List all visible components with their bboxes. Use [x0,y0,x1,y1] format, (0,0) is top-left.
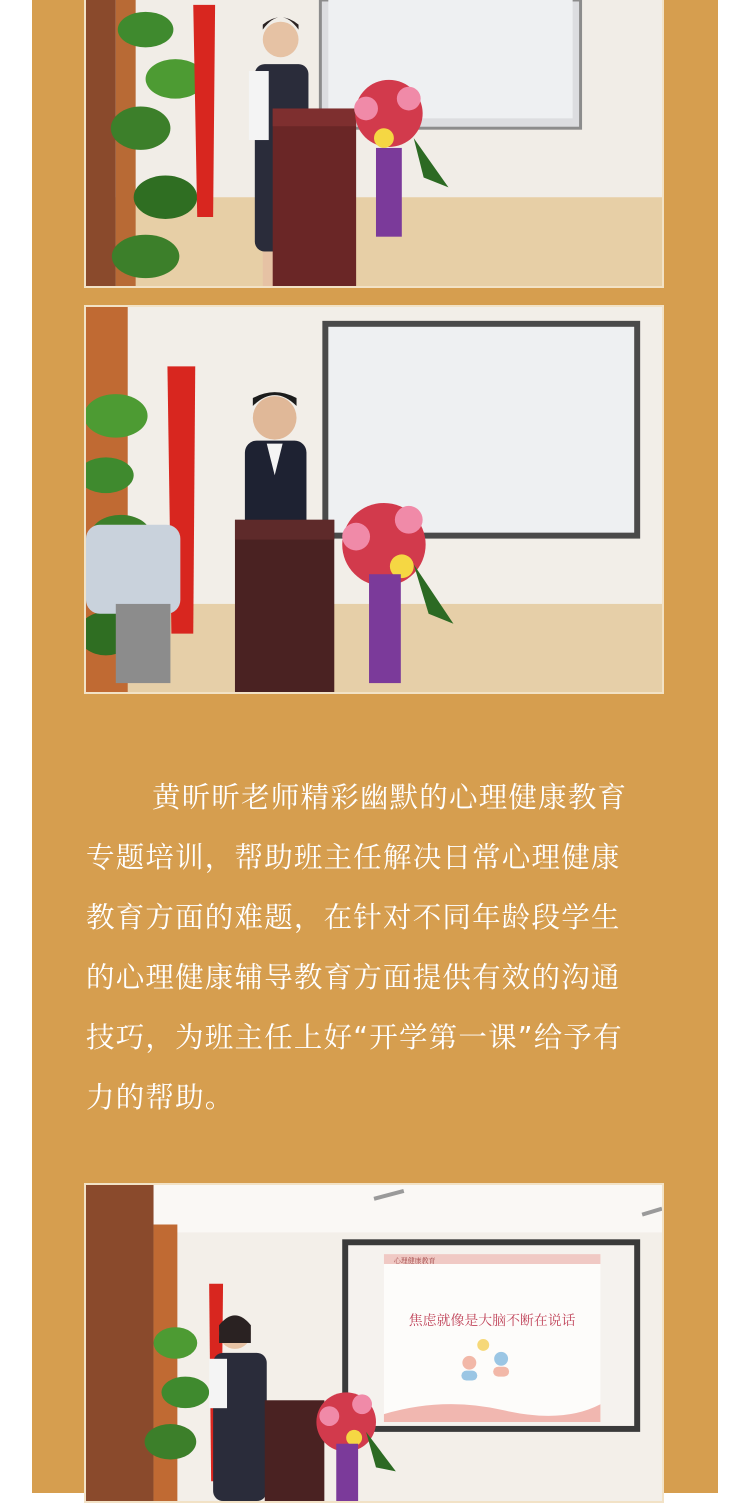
slide-title: 焦虑就像是大脑不断在说话 [408,1313,576,1330]
paragraph-line: 力的帮助。 [86,1081,235,1114]
paragraph-line: 技巧，为班主任上好“开学第一课”给予有 [86,1021,623,1054]
photo-speaker-woman[interactable] [84,0,664,288]
podium [273,108,356,286]
podium [235,520,334,692]
paragraph-line: 教育方面的难题，在针对不同年龄段学生 [86,901,621,934]
photo-speaker-slide[interactable] [84,1183,664,1503]
article-paragraph [86,768,656,1128]
paragraph-line: 黄昕昕老师精彩幽默的心理健康教育 [152,781,628,814]
paragraph-line: 的心理健康辅导教育方面提供有效的沟通 [86,961,621,994]
slide-header: 心理健康教育 [393,1257,436,1266]
photo-speaker-man[interactable] [84,305,664,694]
paragraph-line: 专题培训，帮助班主任解决日常心理健康 [86,841,621,874]
podium [265,1400,325,1501]
